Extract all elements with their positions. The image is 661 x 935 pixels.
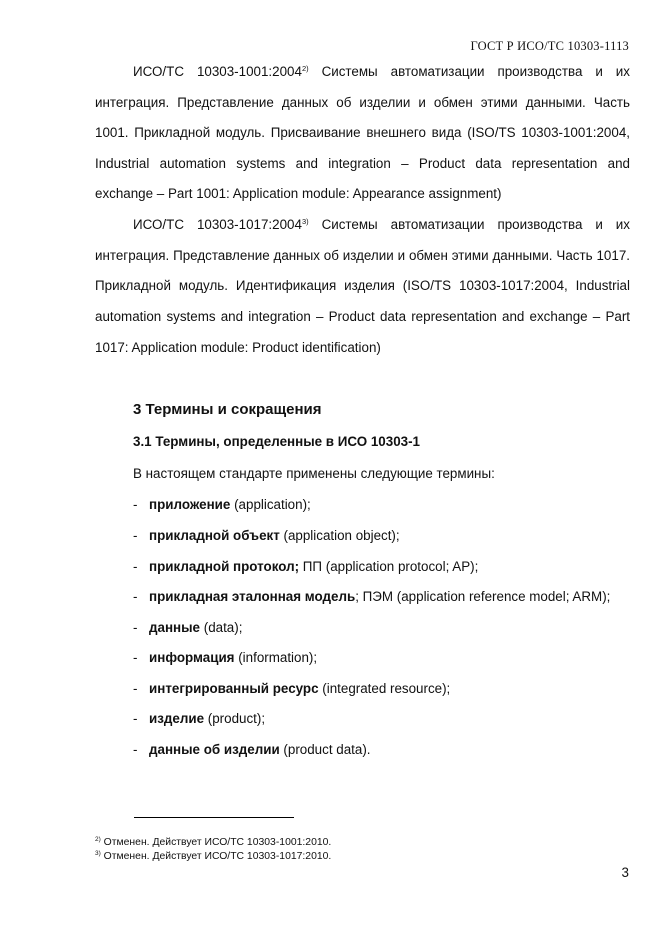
reference-line: automation systems and integration – Product data representation and exchange – Part	[95, 309, 630, 324]
term: прикладная эталонная модель	[149, 589, 356, 604]
terms-intro: В настоящем стандарте применены следующие термины:	[133, 466, 495, 481]
footnote-separator	[134, 817, 294, 818]
reference-code: ИСО/ТС 10303-1001:2004$^{2)}$	[133, 64, 309, 79]
bullet-dash: -	[133, 711, 138, 726]
bullet-dash: -	[133, 620, 138, 635]
bullet-dash: -	[133, 589, 138, 604]
term: прикладной протокол;	[149, 559, 300, 574]
reference-line: ИСО/ТС 10303-1017:2004$^{3)}$ Системы автоматизации производства и их	[133, 217, 630, 232]
footnote-mark: 3)	[95, 850, 101, 857]
list-item: - прикладной объект (application object);	[133, 528, 400, 543]
footnote: $^{2)}$ Отменен. Действует ИСО/ТС 10303-1001:2010.	[95, 836, 332, 848]
list-item: - изделие (product);	[133, 711, 266, 726]
footnote-mark: 2)	[95, 836, 101, 843]
term: прикладной объект	[149, 528, 280, 543]
list-item: - приложение (application);	[133, 497, 311, 512]
bullet-dash: -	[133, 559, 138, 574]
reference-line: ИСО/ТС 10303-1001:2004$^{2)}$ Системы автоматизации производства и их	[133, 64, 630, 79]
section-title: 3 Термины и сокращения	[133, 401, 322, 418]
footnote-mark: 2)	[301, 64, 309, 73]
list-item: - прикладная эталонная модель; ПЭМ (application reference model; ARM);	[133, 589, 611, 604]
term: данные	[149, 620, 201, 635]
bullet-dash: -	[133, 650, 138, 665]
list-item: - данные (data);	[133, 620, 243, 635]
reference-line: 1017: Application module: Product identification)	[95, 340, 381, 355]
bullet-dash: -	[133, 528, 138, 543]
page-number: 3	[621, 865, 629, 880]
subsection-title: 3.1 Термины, определенные в ИСО 10303-1	[133, 434, 420, 449]
reference-line: 1001. Прикладной модуль. Присваивание внешнего вида (ISO/TS 10303-1001:2004,	[95, 125, 630, 140]
term: информация	[149, 650, 235, 665]
bullet-dash: -	[133, 497, 138, 512]
reference-line: Прикладной модуль. Идентификация изделия (ISO/TS 10303-1017:2004, Industrial	[95, 278, 630, 293]
bullet-dash: -	[133, 681, 138, 696]
term: приложение	[149, 497, 231, 512]
list-item: - данные об изделии (product data).	[133, 742, 371, 757]
term: изделие	[149, 711, 205, 726]
list-item: - информация (information);	[133, 650, 318, 665]
reference-line: интеграция. Представление данных об изделии и обмен этими данными. Часть 1017.	[95, 248, 630, 263]
footnote-mark: 3)	[301, 217, 309, 226]
reference-line: интеграция. Представление данных об изделии и обмен этими данными. Часть	[95, 95, 630, 110]
term: интегрированный ресурс	[149, 681, 319, 696]
term: данные об изделии	[149, 742, 280, 757]
reference-line: Industrial automation systems and integration – Product data representation and	[95, 156, 630, 171]
reference-line: exchange – Part 1001: Application module: Appearance assignment)	[95, 186, 502, 201]
footnote: $^{3)}$ Отменен. Действует ИСО/ТС 10303-1017:2010.	[95, 850, 332, 862]
list-item: - прикладной протокол; ПП (application protocol; AP);	[133, 559, 479, 574]
reference-code: ИСО/ТС 10303-1017:2004$^{3)}$	[133, 217, 309, 232]
bullet-dash: -	[133, 742, 138, 757]
running-header: ГОСТ Р ИСО/ТС 10303-1113	[470, 39, 629, 53]
list-item: - интегрированный ресурс (integrated resource);	[133, 681, 451, 696]
